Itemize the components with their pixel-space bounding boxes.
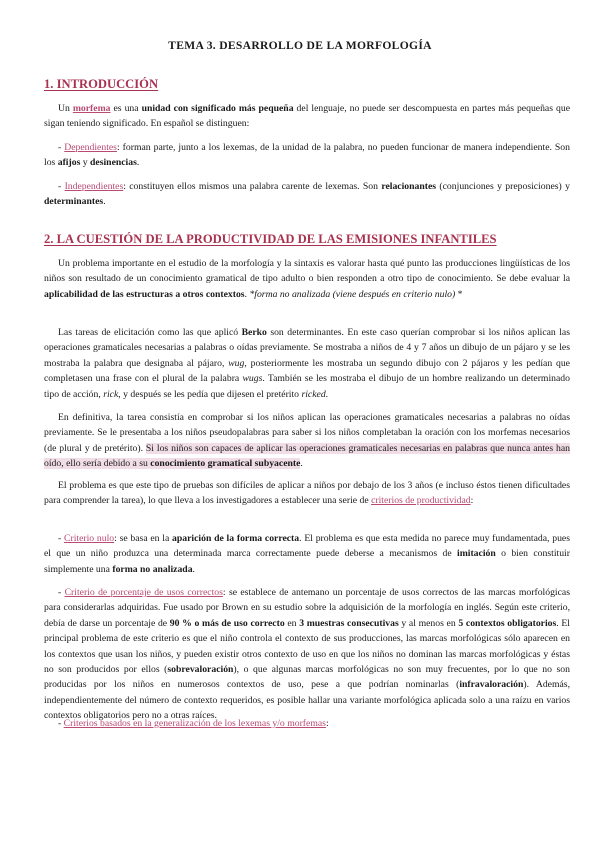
document-title: TEMA 3. DESARROLLO DE LA MORFOLOGÍA bbox=[168, 39, 432, 52]
text-run: . bbox=[136, 157, 140, 169]
text-run: . bbox=[192, 563, 195, 575]
paragraph-dependientes bbox=[44, 140, 570, 171]
paragraph-problema-criterios bbox=[44, 478, 570, 509]
text-run: - bbox=[58, 587, 65, 598]
text-run: En definitiva, la tarea consistía en comprobar si los niños aplican las operaciones gramaticales necesarias a palabras no oídas previamente. Se le presentaba a los niños pseudopalabras para saber si los niños completaban la oración con los morfemas necesarios (de plural y de pretérito). bbox=[44, 412, 570, 454]
text-run-b: 3 muestras consecutivas bbox=[299, 617, 399, 629]
text-run-i: rick bbox=[103, 388, 119, 400]
text-run: es una bbox=[110, 103, 142, 114]
text-run: : forman parte, junto a los lexemas, de la unidad de la palabra, no pueden funcionar de manera independiente. Son los bbox=[44, 142, 570, 169]
paragraph-criterio-nulo bbox=[44, 531, 570, 577]
text-run: y bbox=[80, 157, 91, 169]
text-run: El problema es que este tipo de pruebas son difíciles de aplicar a niños por debajo de los 3 años (e incluso éstos tienen dificultades para comprender la tarea), lo que lleva a los investigadores a establecer una serie de bbox=[44, 480, 570, 507]
text-run-b: 90 % o más de uso correcto bbox=[169, 617, 285, 629]
text-run: y al menos en bbox=[398, 617, 459, 629]
text-run-i: wug bbox=[228, 357, 245, 369]
text-run-i: *forma no analizada (viene después en criterio nulo) bbox=[249, 288, 456, 300]
text-run: : se establece de antemano un porcentaje de usos correctos de las marcas morfológicas para considerarlas adquiridas. Fue usado por Brown en su estudio sobre la adquisición de la morfología en inglés. Según este criterio, debía de darse un porcentaje de bbox=[44, 587, 570, 629]
text-run-mkb: morfema bbox=[72, 103, 111, 114]
text-run: en bbox=[284, 617, 300, 629]
text-run: : bbox=[470, 495, 474, 507]
paragraph-criterio-porcentaje bbox=[44, 585, 570, 724]
text-run-mk: criterios de productividad bbox=[371, 495, 471, 507]
text-run: . bbox=[325, 388, 329, 400]
text-run-mk: Independientes bbox=[64, 181, 124, 192]
section-heading-introduccion: 1. INTRODUCCIÓN bbox=[44, 77, 159, 91]
text-run: - bbox=[58, 181, 65, 192]
text-run: . El principal problema de este criterio es que el niño controla el contexto de sus producciones, las marcas morfológicas sólo aparecen en los contextos que usan los niños, y pueden existir otros contexto de uso en que los niños no dominan las marcas morfológicas y éstas no son producidos por ellos ( bbox=[44, 617, 571, 676]
text-run: . bbox=[244, 288, 250, 300]
text-run-b: sobrevaloración bbox=[167, 664, 234, 676]
paragraph-morfema-definition bbox=[44, 101, 570, 132]
text-run: . bbox=[103, 196, 106, 208]
text-run: : se basa en la bbox=[114, 533, 173, 544]
text-run-i: ricked bbox=[301, 388, 326, 400]
text-run-mk: Criterios basados en la generalización de los lexemas y/o morfemas bbox=[63, 718, 326, 729]
text-run: . También se les mostraba el dibujo de un hombre realizando un determinado tipo de acción, bbox=[44, 373, 570, 400]
text-run: . El problema es que esta medida no parece muy fundamentada, pues el que un niño produzca una determinada marca correctamente puede deberse a mecanismos de bbox=[44, 533, 570, 560]
text-run: , posteriormente les mostraba un segundo dibujo con 2 pájaros y les pedían que completasen una frase con el plural de la palabra bbox=[44, 357, 570, 385]
text-run: Un problema importante en el estudio de la morfología y la sintaxis es valorar hasta qué punto las producciones lingüísticas de los niños son resultado de un conocimiento gramatical de tipo adulto o bien responden a otro tipo de conocimiento. Se debe evaluar la bbox=[44, 258, 570, 285]
text-run-b: unidad con significado más pequeña bbox=[141, 103, 294, 114]
text-run: , y después se les pedía que dijesen el pretérito bbox=[118, 388, 302, 400]
text-run: - bbox=[58, 142, 65, 153]
text-run-mk: Criterio nulo bbox=[64, 533, 115, 544]
text-run-b: aparición de la forma correcta bbox=[172, 533, 300, 544]
text-run: (conjunciones y preposiciones) y bbox=[436, 181, 570, 192]
text-run: . bbox=[300, 458, 303, 470]
text-run-mk: Criterio de porcentaje de usos correctos bbox=[64, 587, 223, 598]
text-run-b: afijos bbox=[57, 157, 81, 169]
text-run: del lenguaje, no puede ser descompuesta en partes más pequeñas que sigan teniendo significado. En español se distinguen: bbox=[44, 103, 570, 130]
paragraph-criterio-generalizacion bbox=[44, 716, 570, 731]
text-run: son determinantes. En este caso querían comprobar si los niños aplican las operaciones gramaticales necesarias a palabras o oídas previamente. Se mostraba a niños de 4 y 7 años un dibujo de un pájaro y se les mostraba la palabra que designaba al pájaro, bbox=[44, 327, 570, 369]
text-run-hlb: conocimiento gramatical subyacente bbox=[150, 458, 301, 470]
text-run: - bbox=[58, 533, 64, 544]
text-run-hl: Si los niños son capaces de aplicar las operaciones gramaticales necesarias en palabras que nunca antes han oído, ello sería debido a su bbox=[44, 442, 570, 470]
text-run-b: aplicabilidad de las estructuras a otros contextos bbox=[44, 288, 245, 300]
paragraph-berko-tareas bbox=[44, 325, 570, 402]
paragraph-en-definitiva bbox=[44, 410, 570, 472]
text-run-b: 5 contextos obligatorios bbox=[458, 617, 557, 629]
text-run: o bien constituir simplemente una bbox=[44, 548, 570, 575]
text-run-b: relacionantes bbox=[381, 181, 437, 192]
text-run-b: desinencias bbox=[90, 157, 137, 169]
text-run-i: wugs bbox=[242, 373, 263, 385]
paragraph-independientes bbox=[44, 179, 570, 210]
text-run: : constituyen ellos mismos una palabra carente de lexemas. Son bbox=[123, 181, 382, 192]
text-run-b: Berko bbox=[241, 327, 267, 338]
text-run-b: imitación bbox=[457, 548, 496, 560]
paragraph-productividad-intro bbox=[44, 256, 570, 302]
text-run-b: determinantes bbox=[44, 196, 104, 208]
text-run: ). Además, independientemente del número de contexto requeridos, es posible hallar una variante morfológica aplicada solo a una raízu en varios contextos obligatorios pero no a otras raíces. bbox=[44, 679, 570, 722]
text-run-b: forma no analizada bbox=[112, 563, 193, 575]
text-run: * bbox=[455, 288, 463, 300]
text-run: Las tareas de elicitación como las que aplicó bbox=[58, 327, 242, 338]
text-run: - bbox=[58, 718, 64, 729]
text-run-b: infravaloración bbox=[459, 679, 524, 691]
text-run: : bbox=[325, 718, 329, 729]
text-run: ), o que algunas marcas morfológicas no son muy frecuentes, por lo que no son producidas por los niños en numerosos contextos de uso, pese a que podrían nominarlas ( bbox=[44, 664, 570, 691]
text-run-mk: Dependientes bbox=[64, 142, 117, 153]
section-heading-productividad: 2. LA CUESTIÓN DE LA PRODUCTIVIDAD DE LAS EMISIONES INFANTILES bbox=[44, 232, 497, 246]
text-run: Un bbox=[58, 103, 73, 114]
